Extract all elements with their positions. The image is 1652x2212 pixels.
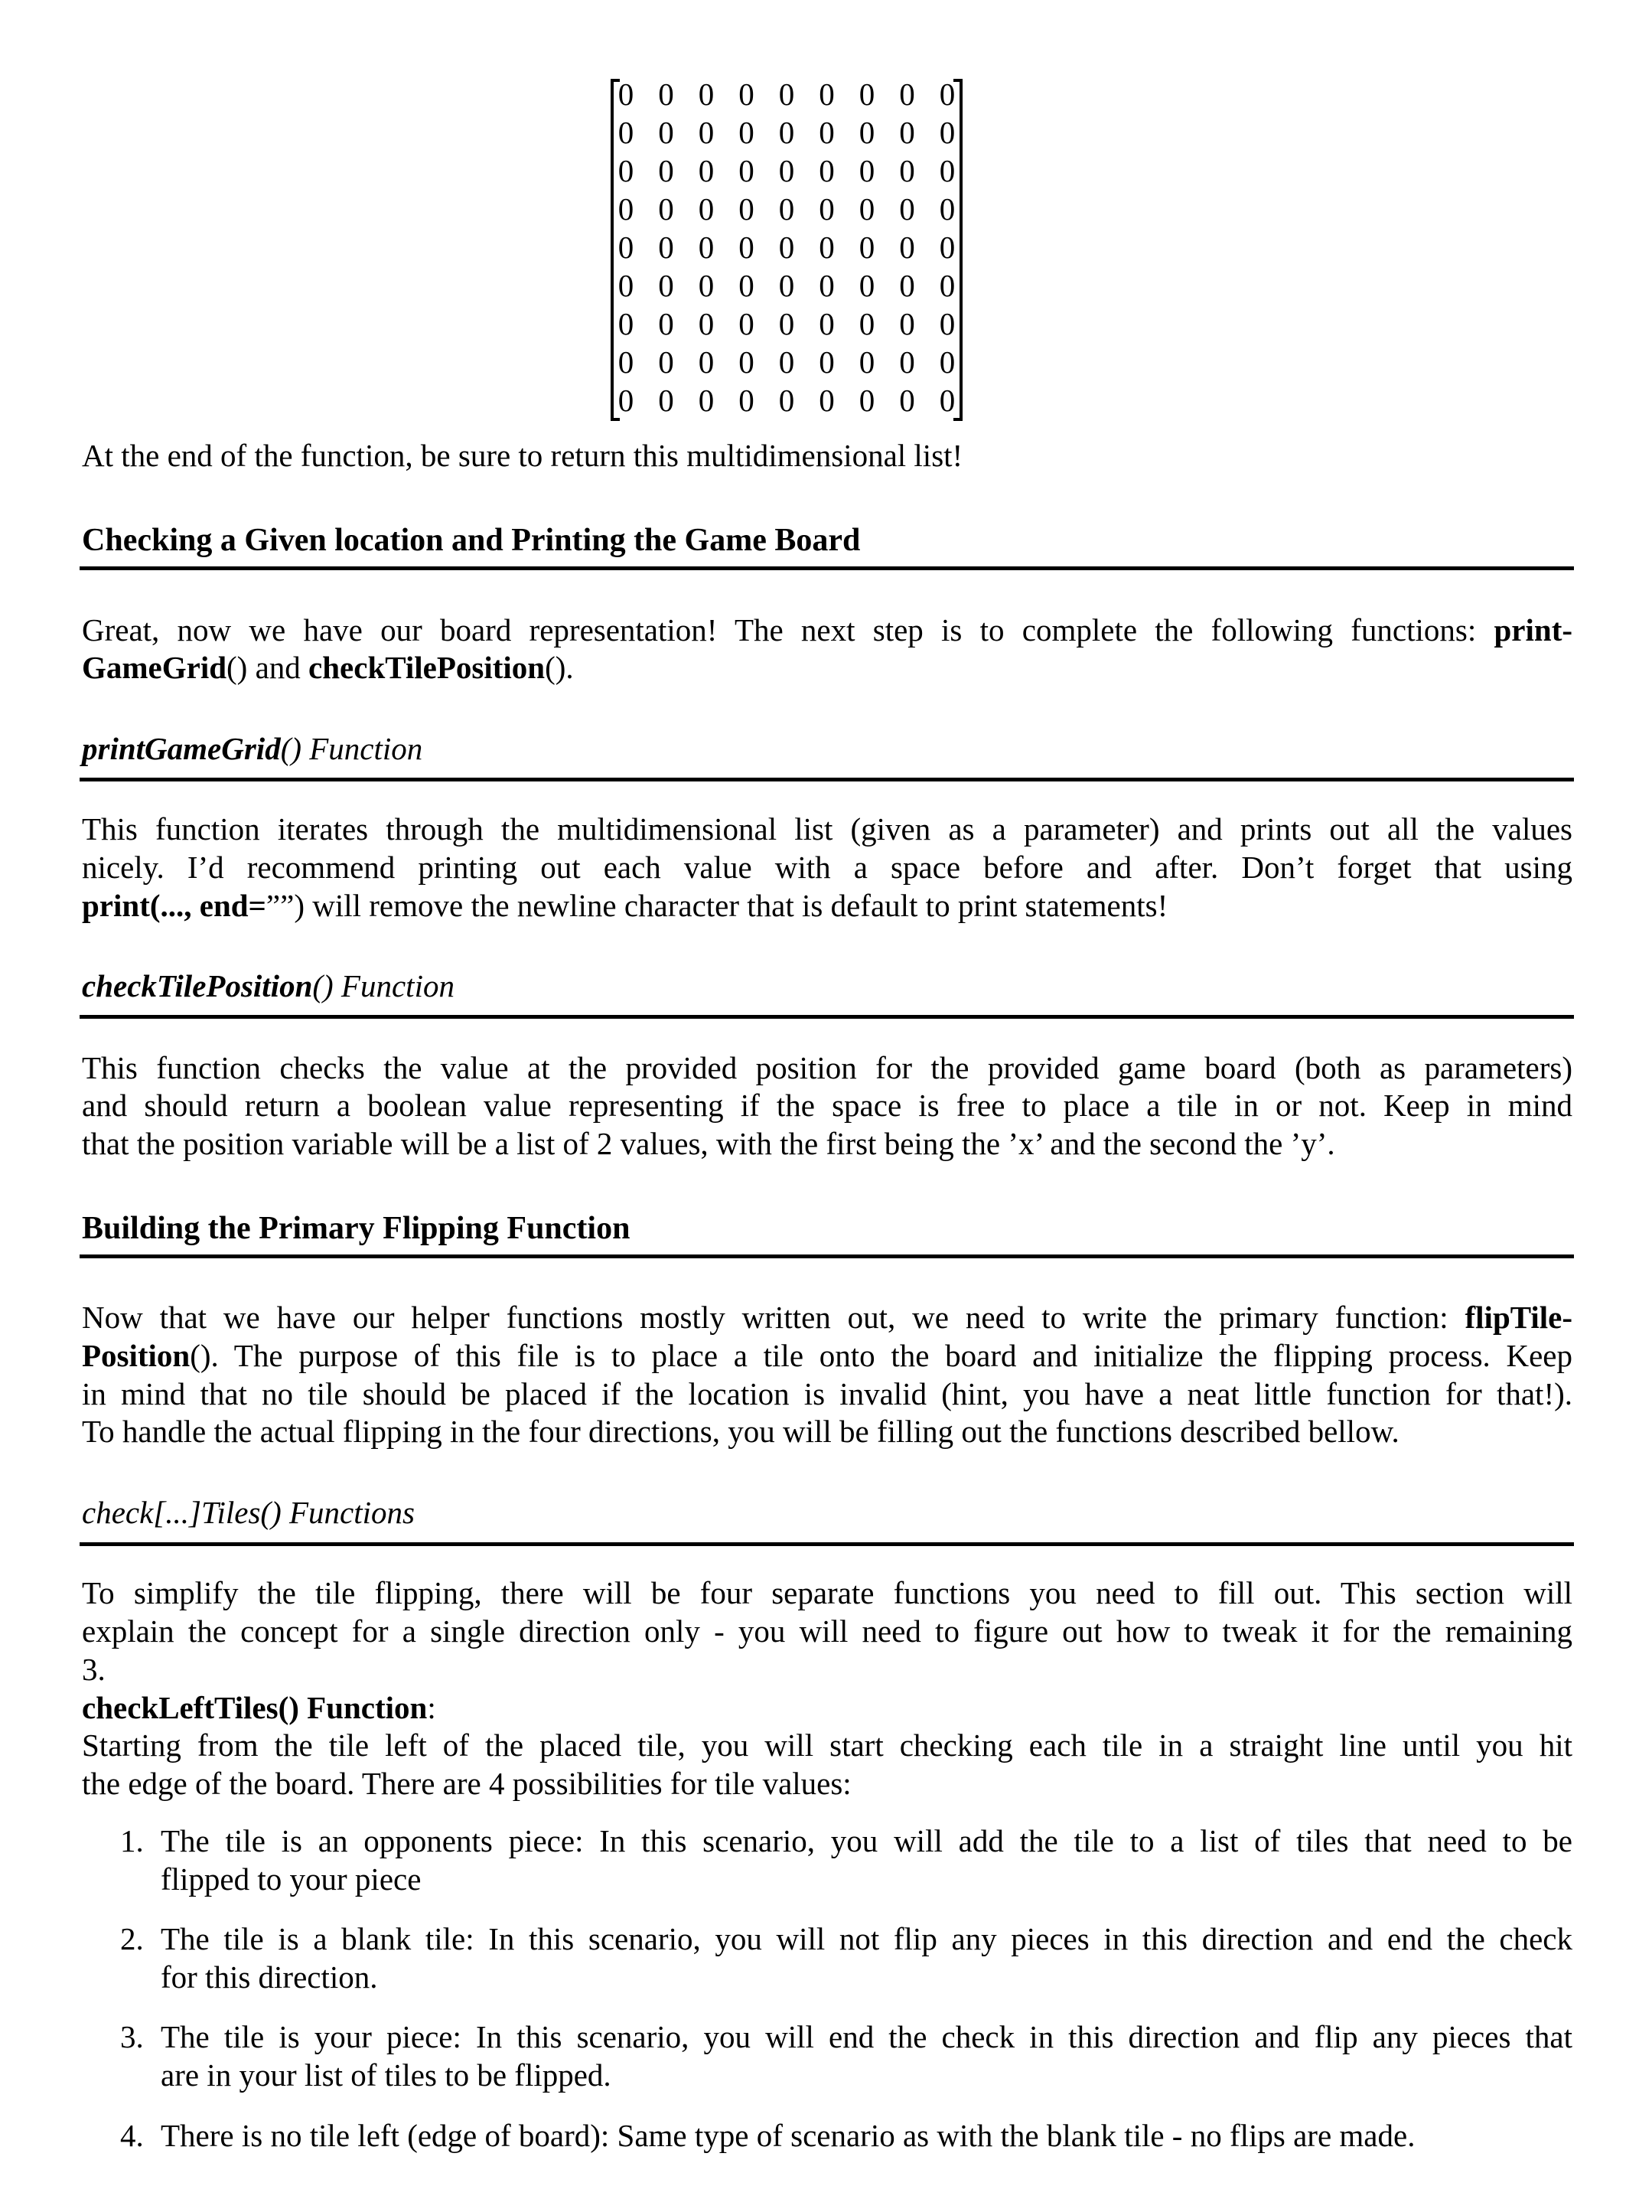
matrix-cell: 0 [738,77,754,112]
matrix-cell: 0 [738,383,754,418]
matrix-cell: 0 [939,344,956,380]
paragraph-line [82,1298,1572,1336]
matrix-cell: 0 [698,77,715,112]
matrix-cell: 0 [819,268,835,303]
zero-matrix [611,79,963,421]
matrix-cell: 0 [819,344,835,380]
subsection-rule [80,1542,1574,1546]
paragraph-line: and should return a boolean value representing if the space is free to place a tile in or not. Keep in mind [82,1088,1572,1123]
paragraph-line [82,1336,1572,1375]
matrix-cell: 0 [738,306,754,341]
subheading-printgamegrid [82,729,1572,768]
matrix-cell: 0 [658,383,674,418]
function-name: GameGrid [82,650,227,685]
matrix-cell: 0 [698,268,715,303]
list-item-text: The tile is a blank tile: In this scenario, you will not flip any pieces in this direction and end the check [161,1921,1572,1956]
matrix-cell: 0 [738,344,754,380]
matrix-cell: 0 [899,191,915,227]
paragraph-line: Starting from the tile left of the placed tile, you will start checking each tile in a straight line until you hit [82,1728,1572,1763]
subheading-suffix: () Function [312,968,455,1003]
matrix-cell: 0 [658,191,674,227]
matrix-cell: 0 [617,268,634,303]
matrix-cell: 0 [859,383,875,418]
matrix-cell: 0 [819,191,835,227]
matrix-cell: 0 [859,115,875,150]
paragraph-line: in mind that no tile should be placed if the location is invalid (hint, you have a neat little function for that!). [82,1376,1572,1411]
paragraph-line: 3. [82,1652,106,1687]
paragraph-line: explain the concept for a single direction only - you will need to figure out how to tweak it for the remaining [82,1613,1572,1649]
matrix-cell: 0 [617,153,634,188]
paragraph-text: and [247,650,309,685]
paragraph-text: Great, now we have our board representation! The next step is to complete the following functions: [82,612,1494,648]
subheading-function-name: checkTilePosition [82,968,313,1003]
matrix-cell: 0 [698,115,715,150]
matrix-cell: 0 [939,77,956,112]
list-number: 3. [120,2019,144,2054]
matrix-cell: 0 [939,268,956,303]
matrix-cell: 0 [778,383,795,418]
matrix-cell: 0 [698,153,715,188]
matrix-cell: 0 [658,77,674,112]
matrix-cell: 0 [617,306,634,341]
matrix-cell: 0 [899,115,915,150]
paragraph-line: To handle the actual flipping in the four directions, you will be filling out the functions described bellow. [82,1414,1399,1449]
paragraph-line [82,648,1572,687]
section-heading-checking: Checking a Given location and Printing the Game Board [82,523,861,558]
matrix-cell: 0 [778,115,795,150]
matrix-cell: 0 [939,383,956,418]
matrix-cell: 0 [778,344,795,380]
matrix-cell: 0 [939,230,956,265]
list-item-text: The tile is an opponents piece: In this scenario, you will add the tile to a list of tiles that need to be [161,1823,1572,1858]
matrix-cell: 0 [859,153,875,188]
matrix-cell: 0 [819,306,835,341]
list-item-text: are in your list of tiles to be flipped. [161,2057,611,2093]
matrix-cell: 0 [658,268,674,303]
colon: : [427,1690,436,1725]
paragraph-line: nicely. I’d recommend printing out each value with a space before and after. Don’t forget that using [82,850,1572,885]
matrix-cell: 0 [939,153,956,188]
matrix-cell: 0 [778,230,795,265]
matrix-cell: 0 [899,230,915,265]
matrix-cell: 0 [778,77,795,112]
matrix-cell: 0 [617,230,634,265]
matrix-cell: 0 [738,268,754,303]
matrix-cell: 0 [778,153,795,188]
matrix-cell: 0 [819,153,835,188]
code-quote: ””) [266,888,305,923]
subheading-check-tiles: check[...]Tiles() Functions [82,1495,415,1530]
list-item-text: There is no tile left (edge of board): Same type of scenario as with the blank tile - no flips are made. [161,2118,1416,2153]
subsection-rule [80,778,1574,781]
section-heading-building: Building the Primary Flipping Function [82,1211,630,1246]
matrix-cell: 0 [738,153,754,188]
matrix-cell: 0 [819,383,835,418]
matrix-cell: 0 [617,77,634,112]
matrix-cell: 0 [859,268,875,303]
matrix-cell: 0 [899,344,915,380]
return-note: At the end of the function, be sure to return this multidimensional list! [82,438,963,473]
matrix-cell: 0 [658,115,674,150]
paragraph-line [82,886,1572,925]
list-number: 2. [120,1921,144,1956]
matrix-cell: 0 [778,268,795,303]
subheading-suffix: () Function [280,731,423,766]
code-snippet: print(..., end= [82,888,266,923]
subheading-function-name: printGameGrid [82,731,281,766]
matrix-cell: 0 [899,77,915,112]
matrix-cell: 0 [658,344,674,380]
section-rule [80,1254,1574,1258]
list-item-text: for this direction. [161,1959,378,1995]
matrix-cell: 0 [859,344,875,380]
paragraph-line: that the position variable will be a list of 2 values, with the first being the ’x’ and the second the ’y’. [82,1126,1335,1161]
function-name: checkLeftTiles() Function [82,1690,428,1725]
matrix-cell: 0 [738,191,754,227]
paragraph-line [82,611,1572,649]
subsection-rule [80,1015,1574,1019]
matrix-cell: 0 [698,344,715,380]
function-name: print- [1494,612,1572,648]
function-name: Position [82,1338,191,1373]
matrix-cell: 0 [819,230,835,265]
matrix-cell: 0 [819,115,835,150]
list-item-text: flipped to your piece [161,1861,422,1897]
paragraph-line: This function checks the value at the provided position for the provided game board (both as parameters) [82,1050,1572,1085]
matrix-cell: 0 [859,77,875,112]
paren: () [226,650,248,685]
paren: (). [545,650,574,685]
matrix-cell: 0 [698,191,715,227]
matrix-cell: 0 [738,230,754,265]
matrix-cell: 0 [859,191,875,227]
matrix-cell: 0 [819,77,835,112]
matrix-cell: 0 [658,153,674,188]
matrix-cell: 0 [859,230,875,265]
matrix-cell: 0 [617,344,634,380]
matrix-cell: 0 [658,306,674,341]
matrix-cell: 0 [778,306,795,341]
matrix-cell: 0 [738,115,754,150]
matrix-cell: 0 [899,306,915,341]
matrix-cell: 0 [859,306,875,341]
matrix-cell: 0 [939,306,956,341]
paragraph-text: will remove the newline character that is default to print statements! [304,888,1168,923]
matrix-cell: 0 [899,383,915,418]
checkleft-function-label [82,1688,1572,1727]
matrix-cell: 0 [899,153,915,188]
paragraph-text: (). The purpose of this file is to place a tile onto the board and initialize the flipping process. Keep [190,1338,1572,1373]
matrix-cell: 0 [698,383,715,418]
matrix-cell: 0 [617,115,634,150]
function-name: checkTilePosition [308,650,546,685]
matrix-cell: 0 [899,268,915,303]
list-number: 4. [120,2118,144,2153]
matrix-cell: 0 [778,191,795,227]
matrix-cell: 0 [939,115,956,150]
matrix-cell: 0 [658,230,674,265]
subheading-checktileposition [82,967,1572,1005]
paragraph-line: the edge of the board. There are 4 possibilities for tile values: [82,1766,852,1801]
matrix-cell: 0 [698,306,715,341]
matrix-cell: 0 [617,383,634,418]
paragraph-line: This function iterates through the multidimensional list (given as a parameter) and prints out all the values [82,811,1572,847]
function-name: flipTile- [1465,1300,1572,1335]
list-number: 1. [120,1823,144,1858]
matrix-cell: 0 [939,191,956,227]
section-rule [80,566,1574,570]
matrix-cell: 0 [698,230,715,265]
matrix-cell: 0 [617,191,634,227]
paragraph-text: Now that we have our helper functions mostly written out, we need to write the primary function: [82,1300,1465,1335]
list-item-text: The tile is your piece: In this scenario, you will end the check in this direction and flip any pieces that [161,2019,1572,2054]
paragraph-line: To simplify the tile flipping, there will be four separate functions you need to fill out. This section will [82,1575,1572,1610]
